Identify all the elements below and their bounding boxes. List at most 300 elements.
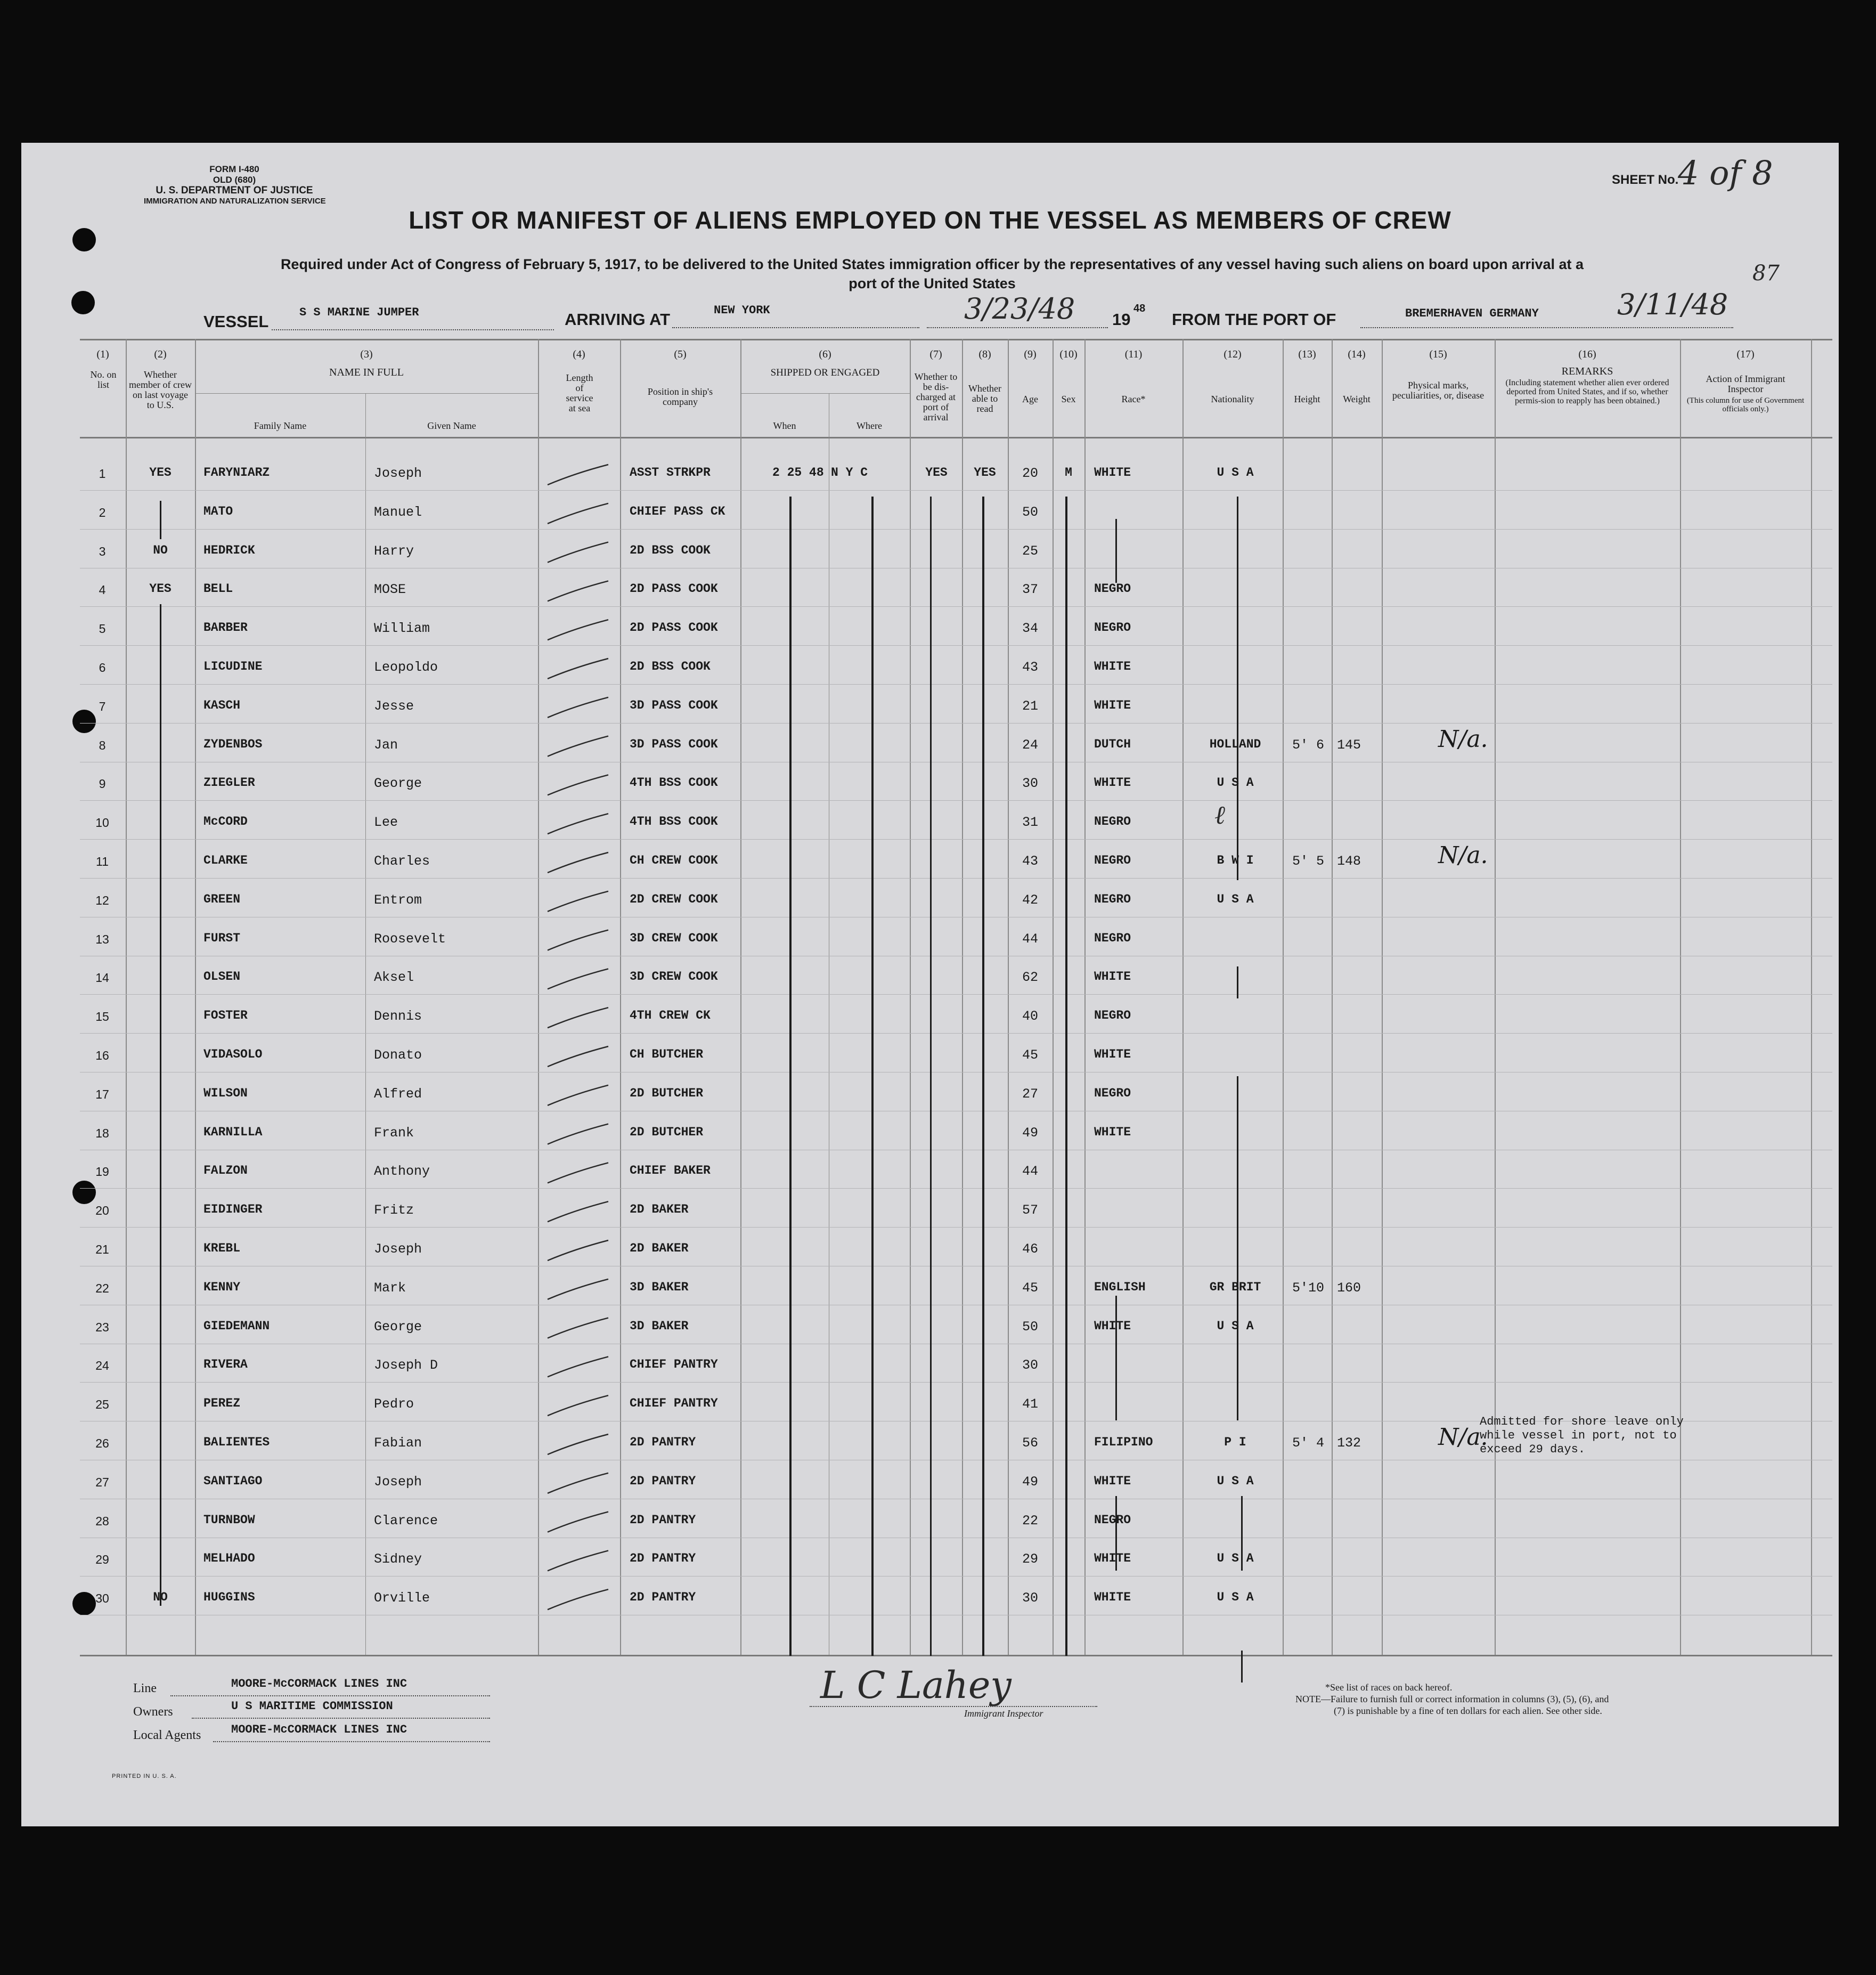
physical-marks: N/a.	[1438, 725, 1488, 753]
handwritten-initial: ℓ	[1214, 800, 1225, 830]
col-label-discharged: Whether to be dis-charged at port of arrival	[914, 371, 958, 422]
row-number: 6	[99, 661, 106, 674]
col-num-6: (6)	[819, 348, 831, 360]
row-number: 24	[95, 1359, 109, 1373]
weight: 145	[1337, 737, 1361, 753]
row-number: 27	[95, 1475, 109, 1489]
nationality: U S A	[1217, 892, 1254, 906]
service-stroke	[548, 1240, 608, 1261]
race: WHITE	[1094, 1047, 1131, 1061]
age: 25	[1022, 543, 1038, 559]
service-stroke	[548, 1395, 608, 1416]
footer-owners-label: Owners	[133, 1705, 173, 1719]
given-name: Joseph D	[374, 1358, 438, 1373]
ditto-mark	[1115, 1296, 1117, 1420]
age: 27	[1022, 1086, 1038, 1102]
service-stroke	[548, 620, 608, 640]
footer-agents-value: MOORE-McCORMACK LINES INC	[231, 1723, 407, 1736]
family-name: ZYDENBOS	[203, 737, 263, 751]
form-service: IMMIGRATION AND NATURALIZATION SERVICE	[144, 197, 326, 206]
age: 34	[1022, 621, 1038, 637]
race: ENGLISH	[1094, 1280, 1146, 1294]
row-number: 2	[99, 505, 106, 519]
weight: 148	[1337, 854, 1361, 869]
col-label-remarks-note: (Including statement whether alien ever ordered deported from United States, and if so, whether permis-sion to reapply has been obtained.)	[1505, 378, 1669, 405]
col-num-9: (9)	[1024, 348, 1037, 360]
service-stroke	[548, 969, 608, 989]
age: 21	[1022, 698, 1038, 714]
col-num-14: (14)	[1348, 348, 1366, 360]
position: 2D BSS COOK	[630, 660, 711, 673]
family-name: VIDASOLO	[203, 1047, 263, 1061]
family-name: KASCH	[203, 698, 241, 712]
position: 4TH BSS COOK	[630, 776, 718, 790]
position: 3D CREW COOK	[630, 931, 718, 945]
col-label-race: Race*	[1121, 394, 1146, 404]
family-name: GIEDEMANN	[203, 1319, 270, 1333]
penalty-note-1: NOTE—Failure to furnish full or correct information in columns (3), (5), (6), and	[1295, 1694, 1609, 1704]
col-num-12: (12)	[1224, 348, 1242, 360]
given-name: Joseph	[374, 1474, 422, 1490]
race: NEGRO	[1094, 582, 1131, 596]
ditto-mark	[1241, 1651, 1243, 1683]
race: WHITE	[1094, 698, 1131, 712]
col-num-15: (15)	[1429, 348, 1447, 360]
subtitle-line-1: Required under Act of Congress of February 5, 1917, to be delivered to the United States immigration officer by the representatives of any vessel having such aliens on board upon arrival at a	[280, 256, 1584, 272]
service-stroke	[548, 1085, 608, 1106]
col-label-position: Position in ship's company	[647, 386, 713, 407]
col-num-3: (3)	[360, 348, 373, 360]
nationality: U S A	[1217, 1551, 1254, 1566]
race: NEGRO	[1094, 892, 1131, 906]
race: WHITE	[1094, 1319, 1131, 1333]
family-name: KARNILLA	[203, 1125, 263, 1139]
year-prefix: 19	[1112, 310, 1131, 329]
race: WHITE	[1094, 970, 1131, 984]
row-number: 10	[95, 816, 109, 830]
age: 57	[1022, 1202, 1038, 1218]
family-name: HUGGINS	[203, 1590, 255, 1605]
col-label-weight: Weight	[1343, 394, 1371, 404]
remarks-line-3: exceed 29 days.	[1480, 1443, 1586, 1456]
family-name: BARBER	[203, 621, 248, 635]
family-name: CLARKE	[203, 854, 248, 867]
row-number: 16	[95, 1049, 109, 1062]
col-label-where: Where	[857, 420, 882, 431]
nationality: U S A	[1217, 1590, 1254, 1605]
age: 42	[1022, 892, 1038, 908]
position: 4TH CREW CK	[630, 1009, 711, 1023]
col-label-no: No. on list	[90, 369, 117, 390]
races-note: *See list of races on back hereof.	[1325, 1682, 1453, 1693]
service-stroke	[548, 1589, 608, 1610]
age: 37	[1022, 582, 1038, 598]
position: 3D CREW COOK	[630, 970, 718, 984]
height: 5'10	[1292, 1280, 1325, 1296]
position: 2D BUTCHER	[630, 1086, 704, 1100]
position: CH CREW COOK	[630, 854, 718, 867]
position: 3D PASS COOK	[630, 698, 718, 712]
form-identifier	[144, 164, 325, 207]
height: 5' 6	[1292, 737, 1325, 753]
prev-voyage: NO	[153, 1590, 168, 1605]
height: 5' 4	[1292, 1435, 1325, 1451]
age: 30	[1022, 1358, 1038, 1373]
remarks-shore-leave	[1480, 1415, 1684, 1457]
given-name: Frank	[374, 1125, 414, 1141]
race: WHITE	[1094, 1474, 1131, 1488]
position: CHIEF PANTRY	[630, 1396, 718, 1411]
service-stroke	[548, 697, 608, 718]
col-num-1: (1)	[96, 348, 109, 360]
position: 2D BAKER	[630, 1241, 689, 1255]
position: 2D PANTRY	[630, 1435, 696, 1449]
row-number: 14	[95, 971, 109, 985]
race: NEGRO	[1094, 1513, 1131, 1527]
ditto-mark	[1241, 1496, 1243, 1571]
race: NEGRO	[1094, 1009, 1131, 1023]
given-name: Donato	[374, 1047, 422, 1063]
family-name: McCORD	[203, 815, 248, 829]
arriving-value: NEW YORK	[714, 304, 770, 317]
race: NEGRO	[1094, 931, 1131, 945]
family-name: WILSON	[203, 1086, 248, 1100]
penalty-note-2: (7) is punishable by a fine of ten dollars for each alien. See other side.	[1334, 1705, 1602, 1716]
race: NEGRO	[1094, 854, 1131, 867]
service-stroke	[548, 1201, 608, 1222]
row-number: 12	[95, 893, 109, 907]
position: CH BUTCHER	[630, 1047, 704, 1061]
race: WHITE	[1094, 660, 1131, 673]
page-subtitle	[202, 255, 1662, 293]
given-name: Anthony	[374, 1164, 430, 1180]
position: 2D PANTRY	[630, 1551, 696, 1566]
ditto-mark	[871, 497, 874, 1656]
col-label-action-note: (This column for use of Government officials only.)	[1686, 396, 1805, 413]
family-name: KREBL	[203, 1241, 241, 1255]
ditto-mark	[1237, 966, 1238, 998]
col-label-action: Action of Immigrant Inspector	[1706, 373, 1785, 394]
printed-in-usa: PRINTED IN U. S. A.	[112, 1773, 177, 1779]
row-number: 21	[95, 1242, 109, 1256]
row-number: 11	[96, 855, 109, 868]
ditto-mark	[1237, 1076, 1238, 1420]
ditto-mark	[1237, 497, 1238, 880]
given-name: Roosevelt	[374, 931, 446, 947]
position: 2D CREW COOK	[630, 892, 718, 906]
form-old: OLD (680)	[213, 175, 256, 185]
col-label-prev-voyage: Whether member of crew on last voyage to U.S.	[129, 369, 192, 410]
row-number: 4	[99, 583, 106, 597]
col-label-sex: Sex	[1061, 394, 1076, 404]
family-name: FOSTER	[203, 1009, 248, 1023]
given-name: Clarence	[374, 1513, 438, 1529]
family-name: FURST	[203, 931, 241, 945]
form-number: FORM I-480	[209, 164, 259, 174]
col-num-16: (16)	[1578, 348, 1596, 360]
arriving-label: ARRIVING AT	[565, 310, 671, 329]
given-name: Sidney	[374, 1551, 422, 1567]
service-stroke	[548, 775, 608, 795]
page-title: LIST OR MANIFEST OF ALIENS EMPLOYED ON THE VESSEL AS MEMBERS OF CREW	[409, 206, 1451, 234]
family-name: MATO	[203, 504, 233, 518]
col-num-17: (17)	[1736, 348, 1755, 360]
age: 50	[1022, 1319, 1038, 1335]
form-department: U. S. DEPARTMENT OF JUSTICE	[156, 185, 313, 196]
footer-agents-label: Local Agents	[133, 1728, 201, 1742]
from-port-value: BREMERHAVEN GERMANY	[1405, 307, 1539, 320]
age: 30	[1022, 1590, 1038, 1606]
col-label-service: Length of service at sea	[566, 372, 593, 413]
given-name: Manuel	[374, 504, 422, 520]
col-num-11: (11)	[1124, 348, 1143, 360]
col-label-shipped: SHIPPED OR ENGAGED	[770, 367, 880, 378]
col-num-10: (10)	[1059, 348, 1078, 360]
family-name: EIDINGER	[203, 1202, 263, 1217]
margin-number: 87	[1752, 261, 1780, 286]
sheet-number: 4 of 8	[1678, 153, 1773, 192]
position: 3D BAKER	[630, 1280, 689, 1294]
footer-line-label: Line	[133, 1681, 157, 1695]
ditto-mark	[1115, 519, 1117, 583]
col-num-4: (4)	[573, 348, 585, 360]
service-stroke	[548, 891, 608, 912]
age: 45	[1022, 1280, 1038, 1296]
remarks-line-2: while vessel in port, not to	[1480, 1429, 1677, 1442]
vessel-value: S S MARINE JUMPER	[299, 306, 419, 319]
age: 31	[1022, 815, 1038, 831]
footer-owners-value: U S MARITIME COMMISSION	[231, 1700, 393, 1713]
ditto-mark	[982, 497, 984, 1656]
age: 40	[1022, 1009, 1038, 1025]
row-number: 22	[95, 1281, 109, 1295]
col-label-nationality: Nationality	[1211, 394, 1254, 404]
given-name: Pedro	[374, 1396, 414, 1412]
nationality: P I	[1224, 1435, 1246, 1449]
age: 30	[1022, 776, 1038, 792]
given-name: Aksel	[374, 970, 414, 986]
given-name: Joseph	[374, 466, 422, 481]
inspector-signature: L C Lahey	[820, 1663, 1012, 1707]
family-name: LICUDINE	[203, 660, 263, 673]
row-number: 18	[95, 1126, 109, 1140]
position: 2D BUTCHER	[630, 1125, 704, 1139]
age: 43	[1022, 854, 1038, 869]
position: 2D PANTRY	[630, 1513, 696, 1527]
race: NEGRO	[1094, 1086, 1131, 1100]
col-label-family-name: Family Name	[254, 420, 307, 431]
position: ASST STRKPR	[630, 466, 711, 479]
arrival-date-handwritten: 3/23/48	[964, 292, 1075, 326]
service-stroke	[548, 852, 608, 873]
given-name: Harry	[374, 543, 414, 559]
service-stroke	[548, 1046, 608, 1067]
given-name: Leopoldo	[374, 660, 438, 675]
footer-line-value: MOORE-McCORMACK LINES INC	[231, 1677, 407, 1690]
position: 2D PASS COOK	[630, 621, 718, 635]
nationality: GR BRIT	[1209, 1280, 1261, 1294]
service-stroke	[548, 1279, 608, 1299]
row-number: 23	[95, 1320, 109, 1334]
race: FILIPINO	[1094, 1435, 1153, 1449]
service-stroke	[548, 581, 608, 601]
family-name: TURNBOW	[203, 1513, 255, 1527]
service-stroke	[548, 736, 608, 757]
family-name: BALIENTES	[203, 1435, 270, 1449]
physical-marks: N/a.	[1438, 1424, 1488, 1451]
service-stroke	[548, 1318, 608, 1338]
ditto-mark	[160, 501, 161, 539]
col-num-13: (13)	[1298, 348, 1316, 360]
race: NEGRO	[1094, 621, 1131, 635]
row-number: 8	[99, 738, 106, 752]
given-name: Jesse	[374, 698, 414, 714]
weight: 132	[1337, 1435, 1361, 1451]
service-stroke	[548, 930, 608, 950]
family-name: KENNY	[203, 1280, 241, 1294]
row-number: 29	[95, 1553, 109, 1567]
position: 2D PANTRY	[630, 1590, 696, 1605]
given-name: Lee	[374, 815, 398, 831]
age: 49	[1022, 1474, 1038, 1490]
subtitle-line-2: port of the United States	[849, 275, 1016, 291]
height: 5' 5	[1292, 854, 1325, 869]
given-name: Jan	[374, 737, 398, 753]
nationality: U S A	[1217, 1474, 1254, 1488]
given-name: Entrom	[374, 892, 422, 908]
row-number: 15	[95, 1010, 109, 1024]
given-name: Alfred	[374, 1086, 422, 1102]
family-name: BELL	[203, 582, 233, 596]
given-name: Charles	[374, 854, 430, 869]
position: 4TH BSS COOK	[630, 815, 718, 829]
position: 3D PASS COOK	[630, 737, 718, 751]
age: 49	[1022, 1125, 1038, 1141]
manifest-sheet	[21, 143, 1839, 1826]
family-name: RIVERA	[203, 1358, 248, 1372]
given-name: Mark	[374, 1280, 406, 1296]
family-name: FALZON	[203, 1164, 248, 1178]
prev-voyage: NO	[153, 543, 168, 557]
service-stroke	[548, 465, 608, 485]
row-number: 20	[95, 1204, 109, 1218]
given-name: MOSE	[374, 582, 406, 598]
ditto-mark	[789, 497, 792, 1656]
race: DUTCH	[1094, 737, 1131, 751]
race: WHITE	[1094, 1590, 1131, 1605]
row-number: 25	[95, 1397, 109, 1412]
service-stroke	[548, 1124, 608, 1144]
age: 44	[1022, 1164, 1038, 1180]
age: 45	[1022, 1047, 1038, 1063]
given-name: Dennis	[374, 1009, 422, 1025]
prev-voyage: YES	[149, 466, 172, 479]
col-label-name: NAME IN FULL	[329, 367, 404, 378]
col-label-given-name: Given Name	[427, 420, 476, 431]
col-label-age: Age	[1022, 394, 1038, 404]
given-name: George	[374, 1319, 422, 1335]
discharged: YES	[925, 466, 948, 479]
col-label-when: When	[773, 420, 796, 431]
col-num-5: (5)	[674, 348, 687, 360]
service-stroke	[548, 1434, 608, 1454]
vessel-label: VESSEL	[203, 312, 269, 331]
family-name: SANTIAGO	[203, 1474, 263, 1488]
remarks-line-1: Admitted for shore leave only	[1480, 1415, 1684, 1428]
col-label-read: Whether able to read	[968, 383, 1001, 414]
given-name: Joseph	[374, 1241, 422, 1257]
row-number: 3	[99, 544, 106, 558]
race: NEGRO	[1094, 815, 1131, 829]
row-number: 28	[95, 1514, 109, 1528]
given-name: Fritz	[374, 1202, 414, 1218]
year-value: 48	[1133, 303, 1146, 314]
age: 56	[1022, 1435, 1038, 1451]
service-stroke	[548, 1512, 608, 1532]
service-stroke	[548, 542, 608, 563]
position: 2D BAKER	[630, 1202, 689, 1217]
departure-date-handwritten: 3/11/48	[1617, 288, 1728, 321]
col-num-7: (7)	[929, 348, 942, 360]
service-stroke	[548, 1550, 608, 1571]
able-to-read: YES	[974, 466, 996, 479]
sex: M	[1065, 466, 1072, 479]
position: 2D BSS COOK	[630, 543, 711, 557]
punch-hole	[72, 1181, 96, 1204]
family-name: OLSEN	[203, 970, 241, 984]
service-stroke	[548, 503, 608, 524]
inspector-label: Immigrant Inspector	[964, 1708, 1043, 1719]
family-name: ZIEGLER	[203, 776, 255, 790]
punch-hole	[71, 291, 95, 314]
age: 46	[1022, 1241, 1038, 1257]
age: 20	[1022, 466, 1038, 481]
row-number: 7	[99, 699, 106, 713]
row-number: 13	[95, 932, 109, 946]
given-name: Orville	[374, 1590, 430, 1606]
service-stroke	[548, 1356, 608, 1377]
ditto-mark	[160, 604, 161, 1606]
position: 2D PANTRY	[630, 1474, 696, 1488]
family-name: HEDRICK	[203, 543, 255, 557]
position: CHIEF PASS CK	[630, 504, 725, 518]
row-number: 9	[99, 777, 106, 791]
race: WHITE	[1094, 776, 1131, 790]
from-port-label: FROM THE PORT OF	[1172, 310, 1336, 329]
family-name: PEREZ	[203, 1396, 241, 1411]
row-number: 5	[99, 622, 106, 636]
ditto-mark	[1065, 497, 1067, 1656]
service-stroke	[548, 659, 608, 679]
service-tally-strokes	[538, 437, 620, 1657]
row-number: 17	[95, 1087, 109, 1101]
nationality: U S A	[1217, 776, 1254, 790]
service-stroke	[548, 814, 608, 834]
col-num-2: (2)	[154, 348, 167, 360]
prev-voyage: YES	[149, 582, 172, 596]
age: 22	[1022, 1513, 1038, 1529]
position: 2D PASS COOK	[630, 582, 718, 596]
row-number: 30	[95, 1591, 109, 1606]
position: CHIEF BAKER	[630, 1164, 711, 1178]
age: 24	[1022, 737, 1038, 753]
col-num-8: (8)	[978, 348, 991, 360]
race: WHITE	[1094, 1125, 1131, 1139]
physical-marks: N/a.	[1438, 842, 1488, 869]
service-stroke	[548, 1473, 608, 1493]
given-name: Fabian	[374, 1435, 422, 1451]
ditto-mark	[1115, 1496, 1117, 1571]
